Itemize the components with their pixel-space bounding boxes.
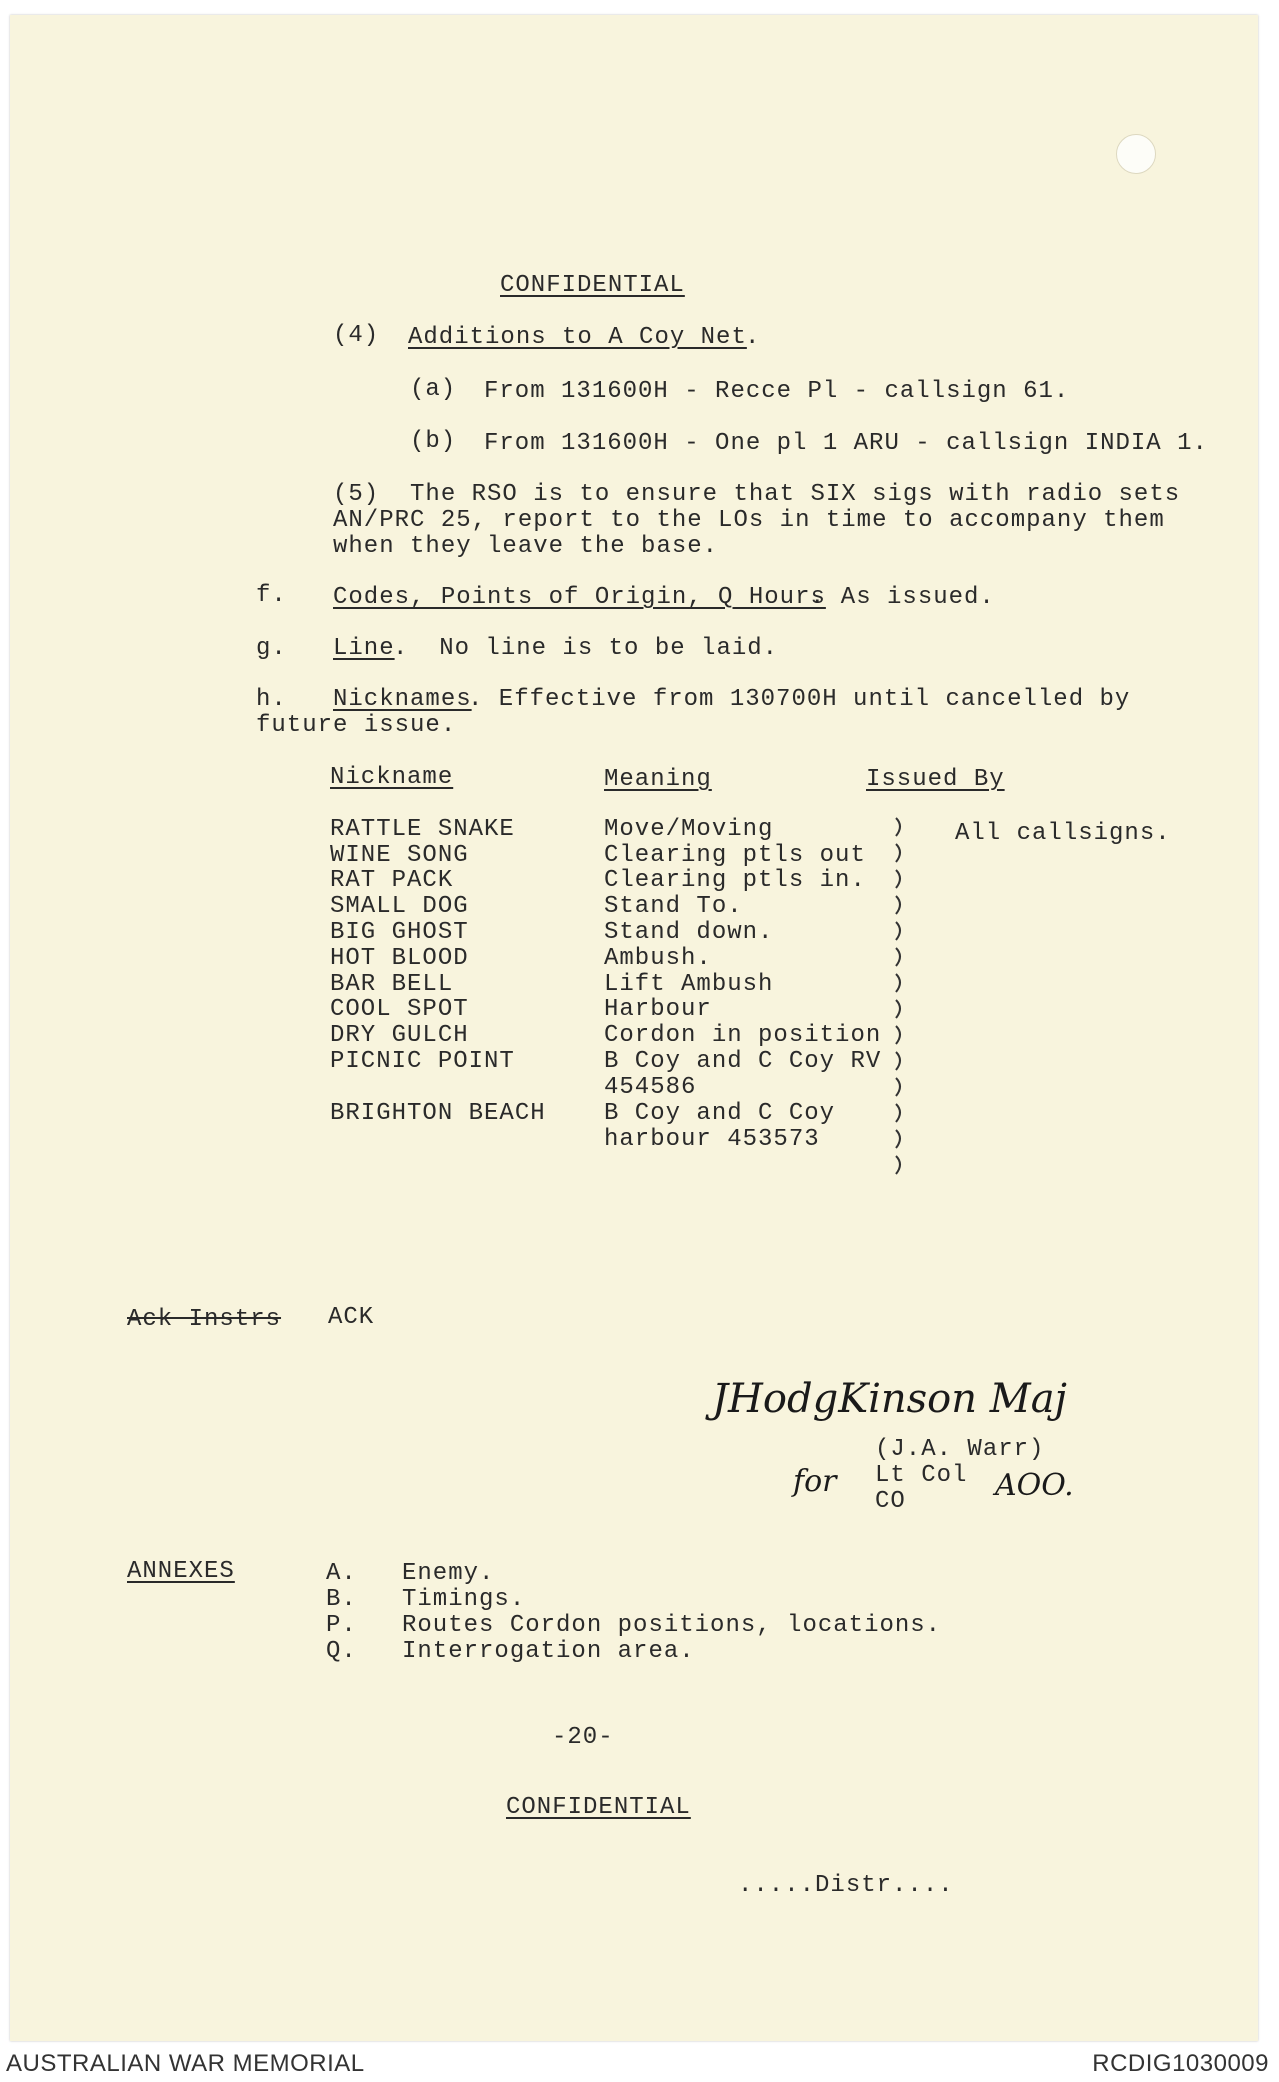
nickname-cell: DRY GULCH — [330, 1022, 469, 1049]
para-f-label: f. — [256, 582, 287, 609]
handwritten-aoo: AOO. — [995, 1468, 1074, 1503]
nickname-cell: RAT PACK — [330, 867, 454, 894]
ack-text: ACK — [328, 1304, 375, 1331]
meaning-cell: Lift Ambush — [604, 971, 774, 998]
meaning-cell: B Coy and C Coy RV — [604, 1048, 882, 1075]
signatory-rank: Lt Col — [875, 1462, 968, 1489]
nickname-cell: SMALL DOG — [330, 893, 469, 920]
para-h-title: Nicknames — [333, 686, 472, 713]
classification-top: CONFIDENTIAL — [500, 272, 685, 299]
para-g-title: Line — [333, 635, 395, 662]
meaning-cell: Clearing ptls out — [604, 842, 866, 869]
issued-by-value: All callsigns. — [955, 820, 1171, 847]
meaning-cell: Cordon in position — [604, 1022, 882, 1049]
nickname-cell: WINE SONG — [330, 842, 469, 869]
para4a-label: (a) — [410, 376, 457, 403]
para-g-text: . No line is to be laid. — [393, 635, 779, 662]
para-f-text: . As issued. — [810, 584, 995, 611]
para5-line1: (5) The RSO is to ensure that SIX sigs with radio sets — [333, 481, 1181, 508]
classification-bottom: CONFIDENTIAL — [506, 1794, 691, 1821]
handwritten-signature: JHodgKinson Maj — [712, 1376, 1067, 1422]
meaning-cell: B Coy and C Coy — [604, 1100, 836, 1127]
punch-hole — [1116, 134, 1156, 174]
col-meaning-header: Meaning — [604, 766, 712, 793]
para4-title-end: . — [745, 324, 761, 351]
meaning-cell: 454586 — [604, 1074, 697, 1101]
annex-letter: Q. — [326, 1638, 357, 1665]
annexes-title: ANNEXES — [127, 1558, 235, 1585]
para4a-text: From 131600H - Recce Pl - callsign 61. — [484, 378, 1070, 405]
para5-line3: when they leave the base. — [333, 533, 719, 560]
annex-text: Routes Cordon positions, locations. — [402, 1612, 942, 1639]
nickname-cell: BAR BELL — [330, 971, 454, 998]
nickname-cell: RATTLE SNAKE — [330, 816, 515, 843]
annex-text: Enemy. — [402, 1560, 495, 1587]
meaning-cell: Stand down. — [604, 919, 774, 946]
annex-letter: P. — [326, 1612, 357, 1639]
para-h-label: h. — [256, 686, 287, 713]
distr-continuation: .....Distr.... — [738, 1872, 954, 1899]
para-h-text: . Effective from 130700H until cancelled by — [468, 686, 1131, 713]
bracket-column — [890, 812, 910, 1182]
nickname-cell: BRIGHTON BEACH — [330, 1100, 546, 1127]
archive-footer-right: RCDIG1030009 — [1092, 2050, 1269, 2077]
para4-title: Additions to A Coy Net — [408, 324, 747, 351]
annex-text: Timings. — [402, 1586, 526, 1613]
meaning-cell: harbour 453573 — [604, 1126, 820, 1153]
nickname-cell: HOT BLOOD — [330, 945, 469, 972]
ack-instrs-struck: Ack Instrs — [127, 1306, 282, 1333]
meaning-cell: Clearing ptls in. — [604, 867, 866, 894]
archive-footer-left: AUSTRALIAN WAR MEMORIAL — [6, 2050, 365, 2077]
meaning-cell: Harbour — [604, 996, 712, 1023]
para5-line2: AN/PRC 25, report to the LOs in time to accompany them — [333, 507, 1165, 534]
para-f-title: Codes, Points of Origin, Q Hours — [333, 584, 826, 611]
meaning-cell: Move/Moving — [604, 816, 774, 843]
page-number: -20- — [552, 1724, 614, 1751]
signatory-name: (J.A. Warr) — [875, 1436, 1045, 1463]
para-g-label: g. — [256, 635, 287, 662]
para4b-text: From 131600H - One pl 1 ARU - callsign INDIA 1. — [484, 430, 1208, 457]
para4-number: (4) — [333, 322, 380, 349]
nickname-cell: COOL SPOT — [330, 996, 469, 1023]
meaning-cell: Stand To. — [604, 893, 743, 920]
meaning-cell: Ambush. — [604, 945, 712, 972]
signatory-role: CO — [875, 1488, 906, 1515]
annex-letter: B. — [326, 1586, 357, 1613]
para4b-label: (b) — [410, 428, 457, 455]
para-h-text2: future issue. — [256, 712, 457, 739]
nickname-cell: PICNIC POINT — [330, 1048, 515, 1075]
col-issued-header: Issued By — [866, 766, 1005, 793]
annex-letter: A. — [326, 1560, 357, 1587]
handwritten-for: for — [793, 1464, 837, 1499]
nickname-cell: BIG GHOST — [330, 919, 469, 946]
annex-text: Interrogation area. — [402, 1638, 695, 1665]
col-nickname-header: Nickname — [330, 764, 454, 791]
